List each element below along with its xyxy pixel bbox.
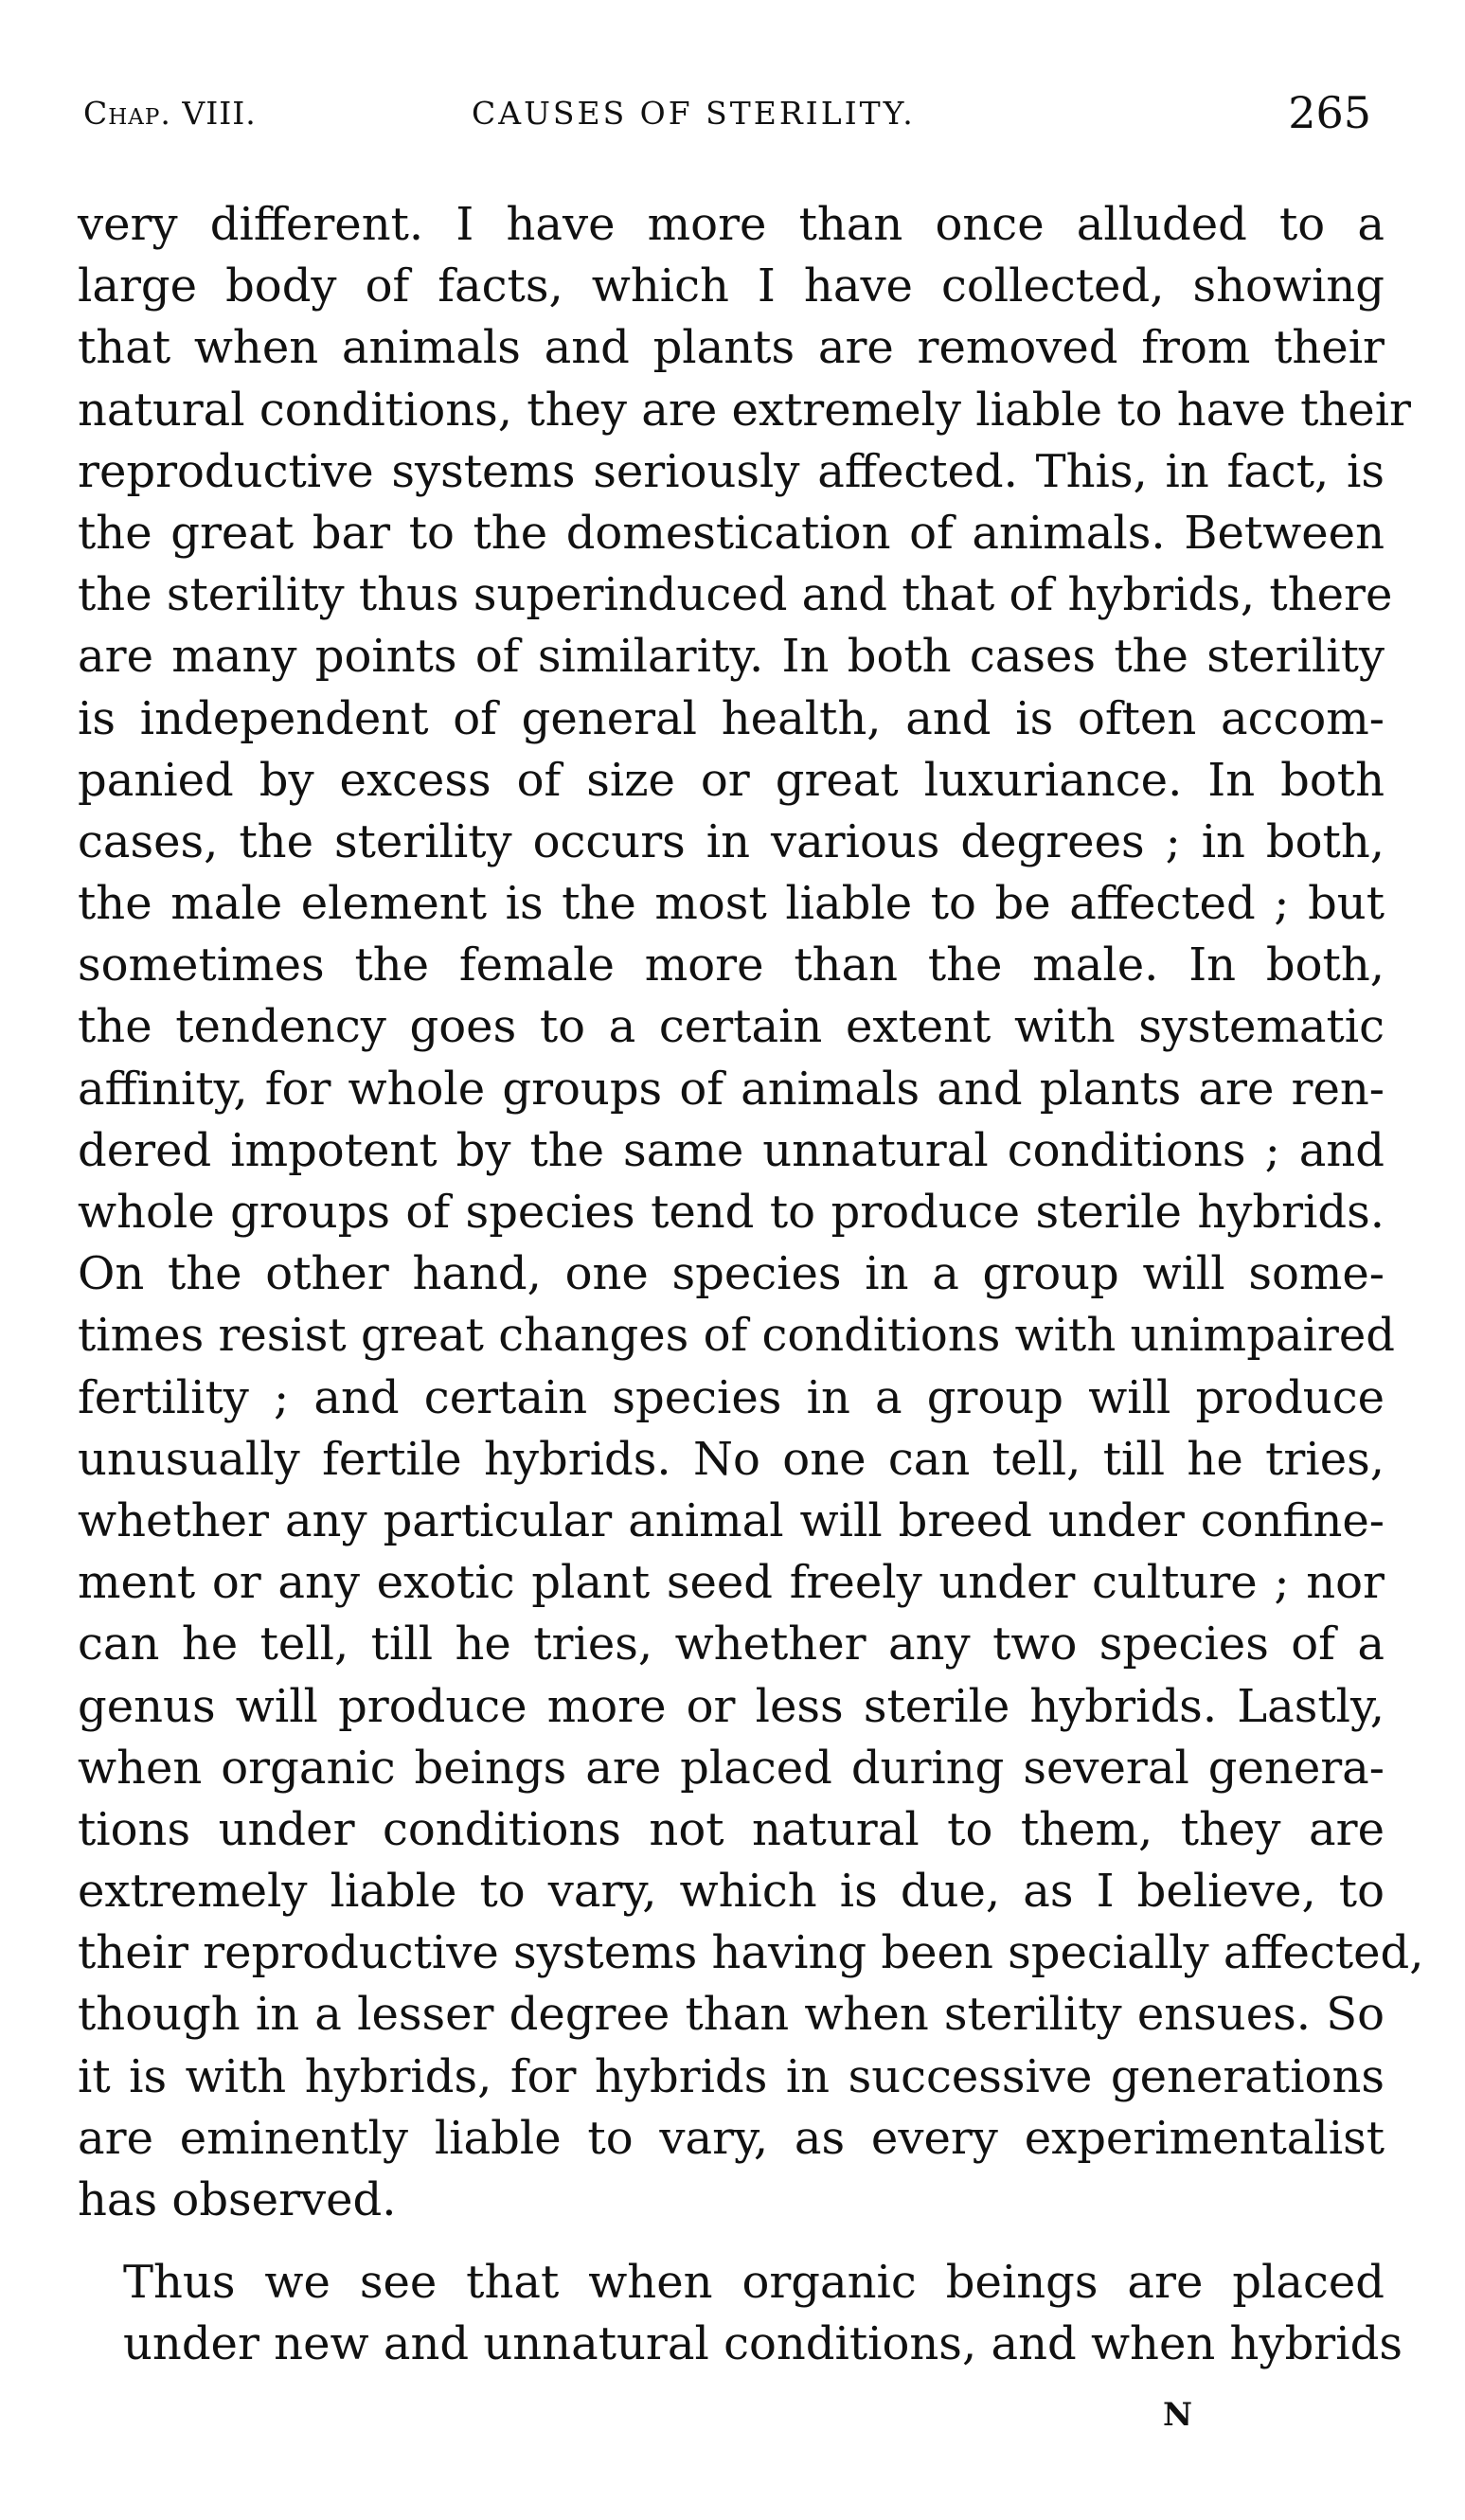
text-line: very different. I have more than once alluded to a bbox=[78, 198, 1385, 251]
chapter-label: Chap. VIII. bbox=[83, 95, 257, 132]
text-line: whether any particular animal will breed under confine- bbox=[78, 1493, 1385, 1547]
text-line: affinity, for whole groups of animals and plants are ren- bbox=[78, 1062, 1385, 1116]
text-line: are many points of similarity. In both cases the sterility bbox=[78, 630, 1385, 684]
text-line: it is with hybrids, for hybrids in successive generations bbox=[78, 2049, 1385, 2103]
text-line: ment or any exotic plant seed freely under culture ; nor bbox=[78, 1556, 1385, 1610]
text-line: cases, the sterility occurs in various degrees ; in both, bbox=[78, 814, 1385, 868]
paragraph-2 bbox=[78, 2252, 1402, 2375]
text-line: that when animals and plants are removed from their bbox=[78, 321, 1385, 375]
text-line: natural conditions, they are extremely liable to have their bbox=[78, 383, 1411, 437]
text-line: large body of facts, which I have collected, showing bbox=[78, 259, 1385, 313]
text-line: unusually fertile hybrids. No one can tell, till he tries, bbox=[78, 1432, 1385, 1486]
text-line: sometimes the female more than the male. In both, bbox=[78, 938, 1385, 992]
text-line: panied by excess of size or great luxuriance. In both bbox=[78, 753, 1385, 807]
text-line: when organic beings are placed during several genera- bbox=[78, 1741, 1385, 1795]
page-number: 265 bbox=[1288, 87, 1371, 138]
text-line: has observed. bbox=[78, 2173, 397, 2226]
text-line: their reproductive systems having been specially affected, bbox=[78, 1926, 1424, 1980]
text-line: under new and unnatural conditions, and when hybrids bbox=[123, 2317, 1402, 2371]
text-line: whole groups of species tend to produce sterile hybrids. bbox=[78, 1186, 1385, 1239]
text-line: the male element is the most liable to be affected ; but bbox=[78, 877, 1385, 931]
running-header bbox=[83, 87, 1379, 144]
text-line: the sterility thus superinduced and that of hybrids, there bbox=[78, 568, 1393, 622]
text-line: genus will produce more or less sterile hybrids. Lastly, bbox=[78, 1679, 1385, 1733]
text-line: fertility ; and certain species in a group will produce bbox=[78, 1370, 1385, 1424]
paragraph-1 bbox=[78, 194, 1424, 2231]
text-line: are eminently liable to vary, as every experimentalist bbox=[78, 2111, 1385, 2165]
text-line: On the other hand, one species in a group will some- bbox=[78, 1247, 1385, 1301]
running-title: CAUSES OF STERILITY. bbox=[472, 95, 916, 132]
text-line: tions under conditions not natural to them, they are bbox=[78, 1802, 1385, 1856]
text-line: dered impotent by the same unnatural conditions ; and bbox=[78, 1123, 1385, 1177]
text-line: times resist great changes of conditions with unimpaired bbox=[78, 1309, 1395, 1363]
body-text bbox=[78, 194, 1424, 2376]
text-line: extremely liable to vary, which is due, as I believe, to bbox=[78, 1865, 1385, 1919]
text-line: Thus we see that when organic beings are placed bbox=[123, 2256, 1385, 2310]
text-line: the great bar to the domestication of animals. Between bbox=[78, 506, 1385, 560]
text-line: though in a lesser degree than when sterility ensues. So bbox=[78, 1988, 1385, 2042]
text-line: the tendency goes to a certain extent with systematic bbox=[78, 1000, 1385, 1054]
signature-mark: N bbox=[1163, 2396, 1193, 2434]
text-line: can he tell, till he tries, whether any two species of a bbox=[78, 1617, 1385, 1671]
text-line: is independent of general health, and is often accom- bbox=[78, 691, 1385, 745]
text-line: reproductive systems seriously affected. This, in fact, is bbox=[78, 444, 1385, 498]
